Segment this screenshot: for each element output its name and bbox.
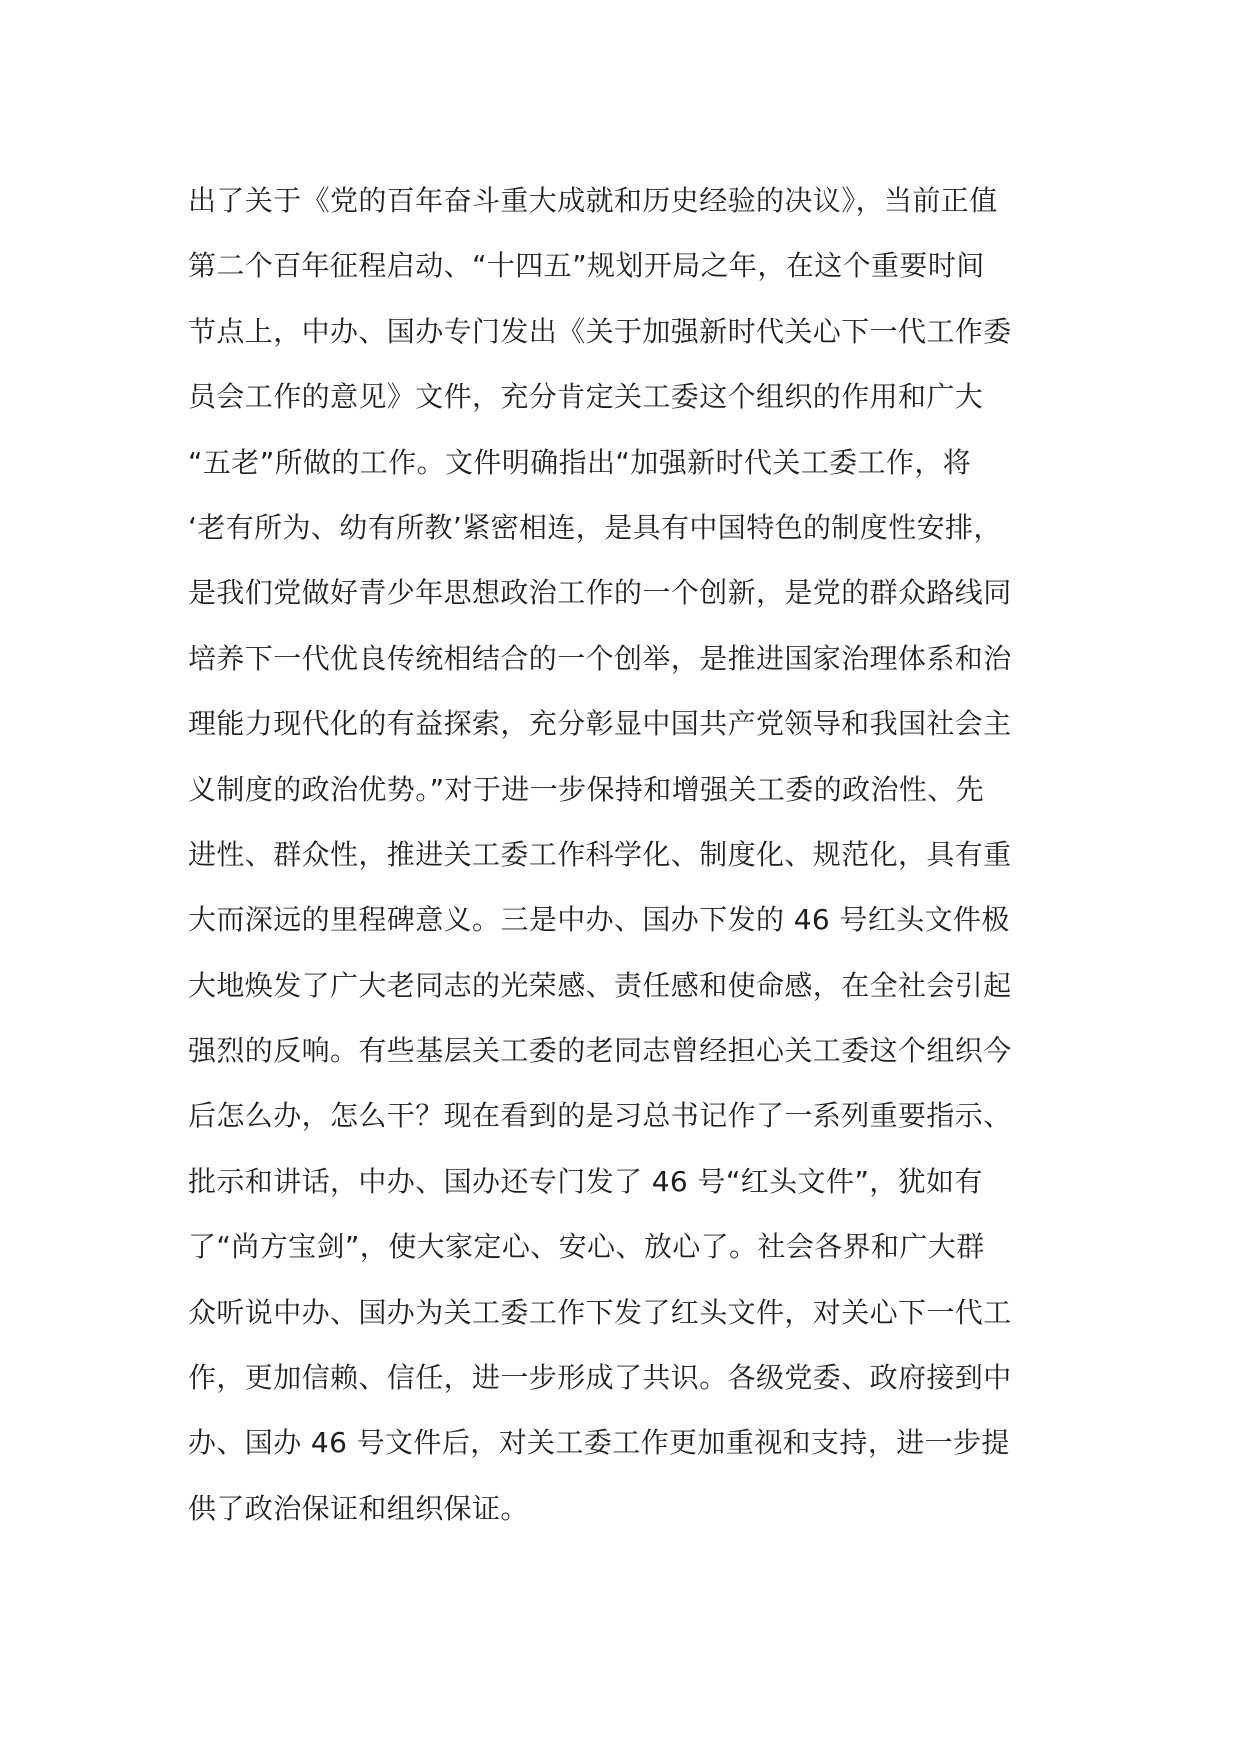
text-line: 众听说中办、国办为关工委工作下发了红头文件，对关心下一代工 xyxy=(188,1295,1012,1329)
text-line: 大而深远的里程碑意义。三是中办、国办下发的 46 号红头文件极 xyxy=(188,903,1010,937)
text-line: 作，更加信赖、信任，进一步形成了共识。各级党委、政府接到中 xyxy=(188,1361,1012,1395)
text-line: 批示和讲话，中办、国办还专门发了 46 号“红头文件”，犹如有 xyxy=(188,1164,983,1198)
text-line: 节点上，中办、国办专门发出《关于加强新时代关心下一代工作委 xyxy=(188,314,1012,348)
text-line: 了“尚方宝剑”，使大家定心、安心、放心了。社会各界和广大群 xyxy=(188,1230,985,1264)
body-text xyxy=(188,168,1088,1541)
text-line: “五老”所做的工作。文件明确指出“加强新时代关工委工作，将 xyxy=(188,445,972,479)
text-line: 后怎么办，怎么干？现在看到的是习总书记作了一系列重要指示、 xyxy=(188,1099,1012,1133)
text-line: 出了关于《党的百年奋斗重大成就和历史经验的决议》，当前正值 xyxy=(188,184,998,217)
text-line: ‘老有所为、幼有所教’紧密相连，是具有中国特色的制度性安排， xyxy=(188,510,1002,544)
text-line: 供了政治保证和组织保证。 xyxy=(188,1491,529,1525)
text-line: 办、国办 46 号文件后，对关工委工作更加重视和支持，进一步提 xyxy=(188,1426,1010,1460)
text-line: 理能力现代化的有益探索，充分彰显中国共产党领导和我国社会主 xyxy=(188,707,1012,741)
text-line: 义制度的政治优势。”对于进一步保持和增强关工委的政治性、先 xyxy=(188,772,985,806)
text-line: 员会工作的意见》文件，充分肯定关工委这个组织的作用和广大 xyxy=(188,380,984,414)
text-line: 是我们党做好青少年思想政治工作的一个创新，是党的群众路线同 xyxy=(188,576,1012,610)
text-line: 强烈的反响。有些基层关工委的老同志曾经担心关工委这个组织今 xyxy=(188,1034,1012,1068)
text-line: 第二个百年征程启动、“十四五”规划开局之年，在这个重要时间 xyxy=(188,249,985,283)
text-line: 进性、群众性，推进关工委工作科学化、制度化、规范化，具有重 xyxy=(188,837,1012,871)
text-line: 大地焕发了广大老同志的光荣感、责任感和使命感，在全社会引起 xyxy=(188,968,1012,1002)
text-line: 培养下一代优良传统相结合的一个创举，是推进国家治理体系和治 xyxy=(188,641,1012,675)
